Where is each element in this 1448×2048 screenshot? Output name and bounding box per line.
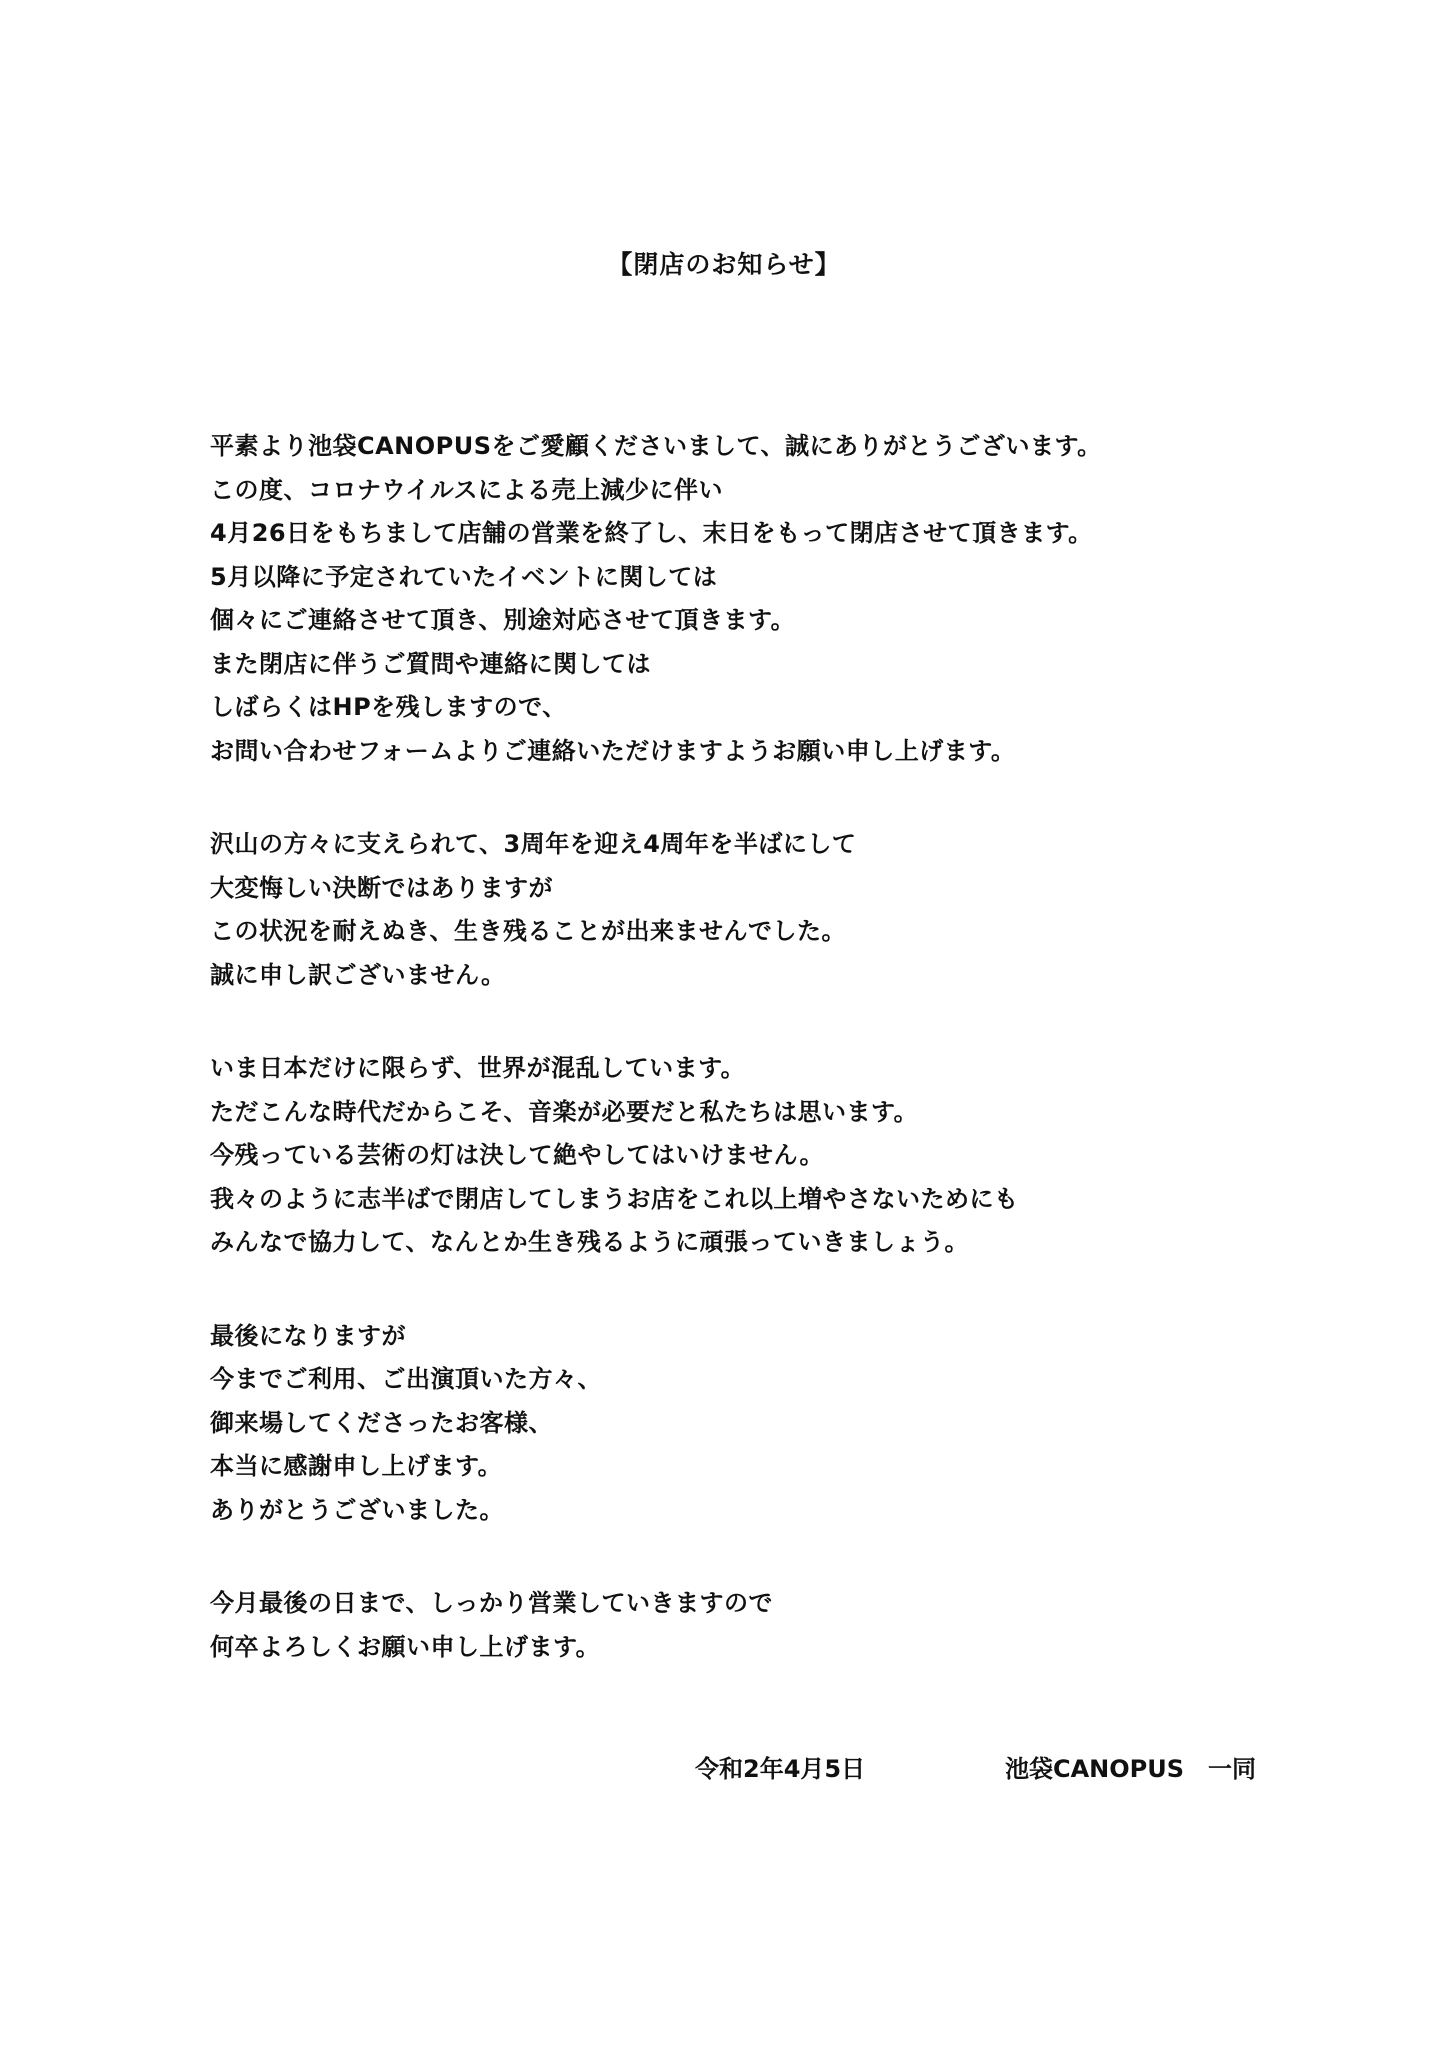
- text-line: ありがとうございました。: [210, 1495, 504, 1524]
- text-line: みんなで協力して、なんとか生き残るように頑張っていきましょう。: [210, 1228, 970, 1256]
- text-line: 誠に申し訳ございません。: [210, 960, 506, 989]
- text-line: 本当に感謝申し上げます。: [210, 1452, 503, 1480]
- text-line: しばらくはHPを残しますので、: [210, 693, 567, 721]
- paragraph-gap: [210, 997, 1260, 1047]
- notice-title: 【閉店のお知らせ】: [607, 250, 841, 279]
- text-line: 今月最後の日まで、しっかり営業していきますので: [210, 1589, 774, 1617]
- notice-signature: 池袋CANOPUS 一同: [1005, 1755, 1257, 1783]
- text-line: 今までご利用、ご出演頂いた方々、: [210, 1365, 602, 1393]
- text-line: また閉店に伴うご質問や連絡に関しては: [210, 649, 651, 678]
- paragraph-5: [210, 1582, 1260, 1669]
- paragraph-gap: [210, 1265, 1260, 1315]
- notice-body: [210, 425, 1260, 1669]
- paragraph-3: [210, 1047, 1260, 1265]
- paragraph-gap: [210, 773, 1260, 823]
- text-line: お問い合わせフォームよりご連絡いただけますようお願い申し上げます。: [210, 736, 1016, 765]
- text-line: この状況を耐えぬき、生き残ることが出来ませんでした。: [210, 917, 847, 945]
- paragraph-2: [210, 823, 1260, 997]
- text-line: 我々のように志半ばで閉店してしまうお店をこれ以上増やさないためにも: [210, 1184, 1019, 1213]
- text-line: 何卒よろしくお願い申し上げます。: [210, 1632, 601, 1661]
- text-line: この度、コロナウイルスによる売上減少に伴い: [210, 475, 724, 504]
- text-line: 最後になりますが: [210, 1321, 406, 1350]
- text-line: 今残っている芸術の灯は決して絶やしてはいけません。: [210, 1141, 824, 1169]
- text-line: 沢山の方々に支えられて、3周年を迎え4周年を半ばにして: [210, 830, 857, 858]
- paragraph-4: [210, 1315, 1260, 1533]
- text-line: ただこんな時代だからこそ、音楽が必要だと私たちは思います。: [210, 1097, 919, 1126]
- text-line: いま日本だけに限らず、世界が混乱しています。: [210, 1054, 746, 1082]
- paragraph-gap: [210, 1532, 1260, 1582]
- text-line: 5月以降に予定されていたイベントに関しては: [210, 562, 718, 591]
- text-line: 4月26日をもちまして店舗の営業を終了し、末日をもって閉店させて頂きます。: [210, 519, 1093, 547]
- paragraph-1: [210, 425, 1260, 773]
- text-line: 大変悔しい決断ではありますが: [210, 873, 553, 902]
- text-line: 平素より池袋CANOPUSをご愛顧くださいまして、誠にありがとうございます。: [210, 432, 1102, 460]
- notice-date: 令和2年4月5日: [695, 1755, 866, 1783]
- text-line: 個々にご連絡させて頂き、別途対応させて頂きます。: [210, 606, 796, 634]
- text-line: 御来場してくださったお客様、: [210, 1408, 553, 1437]
